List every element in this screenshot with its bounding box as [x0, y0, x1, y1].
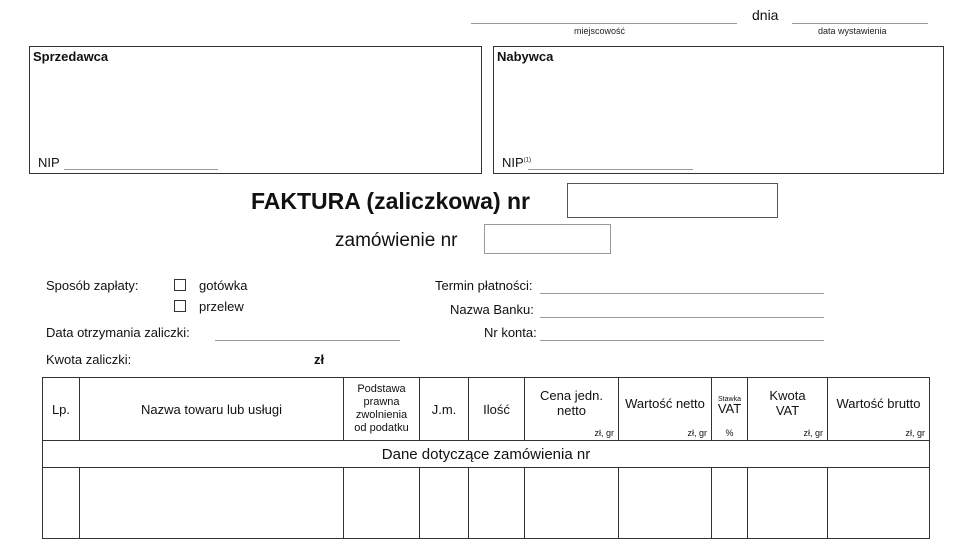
net-value-unit: zł, gr [687, 428, 707, 438]
buyer-nip-line[interactable] [528, 169, 693, 170]
order-number-field[interactable] [484, 224, 611, 254]
dnia-label: dnia [752, 7, 779, 23]
cell-vat-rate[interactable] [712, 468, 748, 539]
cell-net-value[interactable] [619, 468, 712, 539]
currency-label: zł [314, 352, 325, 367]
cell-legal-basis[interactable] [344, 468, 420, 539]
table-row[interactable] [43, 468, 930, 539]
order-label: zamówienie nr [335, 230, 458, 251]
advance-amount-label: Kwota zaliczki: [46, 352, 132, 367]
col-legal-basis [344, 378, 420, 441]
table-header-row [43, 378, 930, 441]
invoice-title: FAKTURA (zaliczkowa) nr [251, 188, 531, 214]
items-table [42, 377, 930, 539]
buyer-nip-footnote: (1) [523, 157, 532, 164]
date-line[interactable] [792, 23, 928, 24]
col-legal-basis-line3: zwolnienia [355, 409, 408, 421]
advance-date-label: Data otrzymania zaliczki: [46, 325, 190, 340]
bank-line[interactable] [540, 317, 824, 318]
cell-qty[interactable] [469, 468, 525, 539]
buyer-nip [502, 155, 531, 170]
transfer-checkbox[interactable] [174, 300, 186, 312]
deadline-line[interactable] [540, 293, 824, 294]
vat-rate-unit: % [725, 428, 734, 438]
col-qty: Ilość [469, 378, 525, 441]
col-name: Nazwa towaru lub usługi [80, 378, 344, 441]
cell-vat-amount[interactable] [748, 468, 828, 539]
unit-price-unit: zł, gr [594, 428, 614, 438]
col-net-value [619, 378, 712, 441]
cash-checkbox[interactable] [174, 279, 186, 291]
col-vat-amount-line2: VAT [775, 403, 800, 418]
transfer-label: przelew [199, 299, 244, 314]
col-unit-price-line1: Cena jedn. [540, 388, 603, 403]
vat-amount-unit: zł, gr [803, 428, 823, 438]
cell-lp[interactable] [43, 468, 80, 539]
advance-date-line[interactable] [215, 340, 400, 341]
col-unit-price [525, 378, 619, 441]
seller-title: Sprzedawca [33, 49, 109, 64]
cell-jm[interactable] [420, 468, 469, 539]
col-legal-basis-line4: od podatku [354, 422, 409, 434]
col-legal-basis-line1: Podstawa [357, 383, 406, 395]
col-vat-amount [748, 378, 828, 441]
buyer-box[interactable] [493, 46, 944, 174]
bank-label: Nazwa Banku: [450, 302, 534, 317]
seller-nip-line[interactable] [64, 169, 218, 170]
col-gross-value [828, 378, 930, 441]
date-caption: data wystawienia [818, 26, 887, 36]
col-jm: J.m. [420, 378, 469, 441]
cash-label: gotówka [199, 278, 248, 293]
col-legal-basis-line2: prawna [363, 396, 400, 408]
payment-method-label: Sposób zapłaty: [46, 278, 139, 293]
cell-gross-value[interactable] [828, 468, 930, 539]
col-vat-rate-line1: Stawka [718, 396, 741, 403]
deadline-label: Termin płatności: [435, 278, 533, 293]
col-vat-amount-line1: Kwota [769, 388, 806, 403]
gross-value-unit: zł, gr [905, 428, 925, 438]
col-gross-value-label: Wartość brutto [836, 395, 921, 411]
place-line[interactable] [471, 23, 737, 24]
buyer-title: Nabywca [497, 49, 554, 64]
col-vat-rate [712, 378, 748, 441]
seller-box[interactable] [29, 46, 482, 174]
account-label: Nr konta: [484, 325, 537, 340]
buyer-nip-label: NIP [502, 155, 524, 170]
col-net-value-label: Wartość netto [625, 395, 705, 411]
place-caption: miejscowość [574, 26, 626, 36]
col-lp: Lp. [43, 378, 80, 441]
cell-name[interactable] [80, 468, 344, 539]
col-vat-rate-line2: VAT [717, 401, 742, 416]
order-data-row [43, 441, 930, 468]
cell-unit-price[interactable] [525, 468, 619, 539]
invoice-number-field[interactable] [567, 183, 778, 218]
seller-nip-label: NIP [38, 155, 60, 170]
account-line[interactable] [540, 340, 824, 341]
col-unit-price-line2: netto [557, 403, 586, 418]
order-data-label: Dane dotyczące zamówienia nr [43, 441, 930, 468]
